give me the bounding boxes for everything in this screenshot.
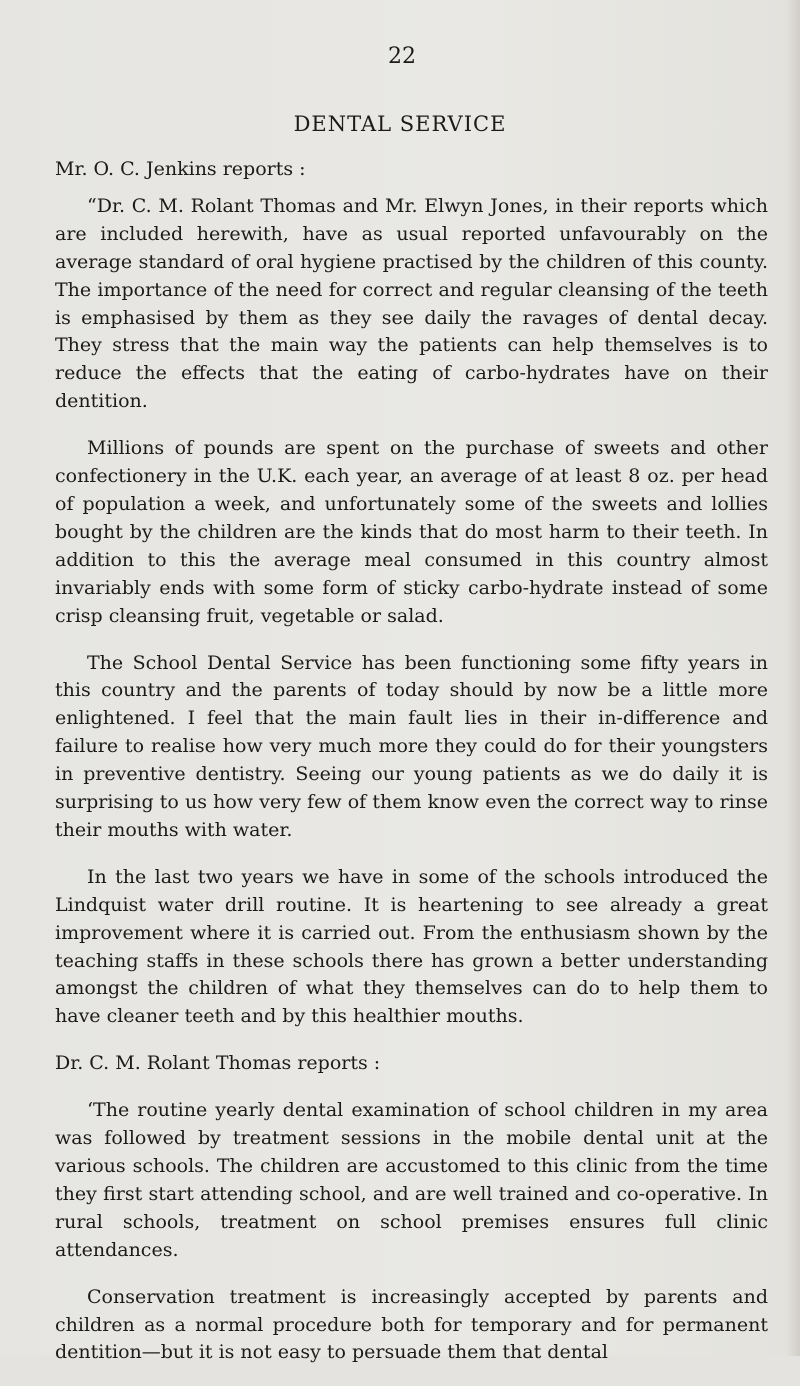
paragraph-6: Conservation treatment is increasingly accepted by parents and children as a normal procedure both for temporary and for permanent dentition—but it is not easy to persuade them that dental [55, 1285, 768, 1364]
paragraph-4: In the last two years we have in some of the schools introduced the Lindquist water drill routine. It is heartening to see already a great improvement where it is carried out. From the enthusiasm shown by the teaching staffs in these schools there has grown a better understanding amongst the children of what they themselves can do to help them to have cleaner teeth and by this healthier mouths. [55, 865, 768, 1028]
page-number: 22 [388, 44, 416, 69]
section-heading: DENTAL SERVICE [293, 112, 507, 136]
paragraph-2: Millions of pounds are spent on the purchase of sweets and other confectionery in the U.K. each year, an average of at least 8 oz. per head of population a week, and unfortunately some of the sweets and lollies bought by the children are the kinds that do most harm to their teeth. In addition to this the average meal consumed in this country almost invariably ends with some form of sticky carbo-hydrate instead of some crisp cleansing fruit, vegetable or salad. [55, 437, 768, 627]
paragraph-5: ‘The routine yearly dental examination of school children in my area was followed by treatment sessions in the mobile dental unit at the various schools. The children are accustomed to this clinic from the time they first start attending school, and are well trained and co-operative. In rural schools, treatment on school premises ensures full clinic attendances. [55, 1099, 768, 1261]
page-edge-shadow [786, 0, 800, 1356]
paragraph-1: “Dr. C. M. Rolant Thomas and Mr. Elwyn Jones, in their reports which are included herewith, have as usual reported unfavourably on the average standard of oral hygiene practised by the children of this county. The importance of the need for correct and regular cleansing of the teeth is emphasised by them as they see daily the ravages of dental decay. They stress that the main way the patients can help themselves is to reduce the effects that the eating of carbo-hydrates have on their dentition. [55, 194, 768, 413]
report-byline: Mr. O. C. Jenkins reports : [55, 158, 306, 180]
report-byline-2: Dr. C. M. Rolant Thomas reports : [55, 1052, 381, 1075]
body-text [55, 156, 768, 1386]
paragraph-3: The School Dental Service has been functioning some fifty years in this country and the parents of today should by now be a little more enlightened. I feel that the main fault lies in their in-difference and failure to realise how very much more they could do for their youngsters in preventive dentistry. Seeing our young patients as we do daily it is surprising to us how very few of them know even the correct way to rinse their mouths with water. [55, 651, 768, 841]
